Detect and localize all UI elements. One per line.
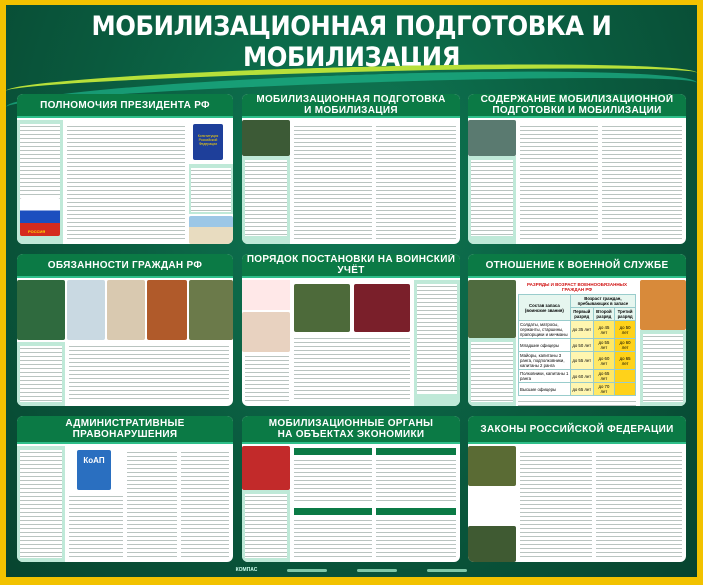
panel-mobilization-content xyxy=(468,94,686,244)
column-header: Третий разряд xyxy=(615,308,636,321)
saluting-soldier-image xyxy=(468,280,516,338)
heading-text: ЗАКОНЫ РОССИЙСКОЙ ФЕДЕРАЦИИ xyxy=(480,423,674,435)
age-cell: до 55 лет xyxy=(593,339,614,352)
heading-text: ПОРЯДОК ПОСТАНОВКИ НА ВОИНСКИЙ УЧЁТ xyxy=(246,254,456,276)
column-header: Второй разряд xyxy=(593,308,614,321)
soldiers-image xyxy=(242,120,290,156)
reserve-ranks-table xyxy=(518,282,636,406)
age-cell: до 60 лет xyxy=(593,352,614,370)
footer-brand: КОМПАС xyxy=(235,567,258,573)
koap-book-image xyxy=(77,450,111,490)
panel-economic-mobilization-bodies xyxy=(242,416,460,562)
table-row xyxy=(519,339,636,352)
table-row xyxy=(519,321,636,339)
kremlin-building-image xyxy=(189,216,233,244)
panel-heading xyxy=(468,254,686,278)
panel-mobilization-preparation xyxy=(242,94,460,244)
panel-heading xyxy=(242,254,460,278)
soldiers-image xyxy=(468,526,516,562)
poster-title: МОБИЛИЗАЦИОННАЯ ПОДГОТОВКА И МОБИЛИЗАЦИЯ xyxy=(91,11,612,73)
age-cell: до 45 лет xyxy=(593,321,614,339)
footer xyxy=(6,563,697,577)
column-header: Возраст граждан, пребывающих в запасе xyxy=(570,295,635,308)
marching-soldiers-image xyxy=(468,446,516,486)
age-cell: до 65 лет xyxy=(615,352,636,370)
table-row xyxy=(519,352,636,370)
rank-cell: Солдаты, матросы, сержанты, старшины, прапорщики и мичманы xyxy=(519,321,571,339)
column-header: Первый разряд xyxy=(570,308,593,321)
poster xyxy=(6,5,697,577)
panel-president-powers xyxy=(17,94,233,244)
age-cell xyxy=(615,383,636,396)
rank-cell: Майоры, капитаны 3 ранга, подполковники, капитаны 2 ранга xyxy=(519,352,571,370)
panel-heading xyxy=(242,416,460,444)
age-cell: до 60 лет xyxy=(570,370,593,383)
medical-exam-image xyxy=(67,280,105,340)
parade-image xyxy=(17,280,65,340)
table-row xyxy=(519,370,636,383)
panel-heading xyxy=(468,416,686,444)
passport-image xyxy=(354,284,410,332)
panel-heading xyxy=(17,94,233,118)
age-cell: до 60 лет xyxy=(615,339,636,352)
heading-text: И МОБИЛИЗАЦИЯ xyxy=(304,105,398,116)
panel-heading xyxy=(242,94,460,118)
russian-flag-image xyxy=(20,198,60,236)
heading-text: МОБИЛИЗАЦИОННАЯ ПОДГОТОВКА xyxy=(256,94,446,105)
medical-image xyxy=(242,312,290,352)
heading-text: СОДЕРЖАНИЕ МОБИЛИЗАЦИОННОЙ xyxy=(480,94,674,105)
panel-military-service-attitude xyxy=(468,254,686,406)
officer-image xyxy=(468,120,516,156)
documents-image xyxy=(107,280,145,340)
panel-heading xyxy=(17,416,233,444)
age-cell: до 70 лет xyxy=(593,383,614,396)
flag-caption: РОССИЯ xyxy=(28,229,46,234)
panel-heading xyxy=(17,254,233,278)
koap-cover-text: КоАП xyxy=(83,456,105,465)
age-cell: до 65 лет xyxy=(593,370,614,383)
table-title: РАЗРЯДЫ И ВОЗРАСТ ВОЕННООБЯЗАННЫХ ГРАЖДАН РФ xyxy=(527,282,627,292)
panel-citizen-duties xyxy=(17,254,233,406)
constitution-cover-text: Конституция Российской Федерации xyxy=(197,134,219,146)
heading-text: ОТНОШЕНИЕ К ВОЕННОЙ СЛУЖБЕ xyxy=(485,259,669,271)
officer-portrait-image xyxy=(294,284,350,332)
heading-text: ПОДГОТОВКИ И МОБИЛИЗАЦИИ xyxy=(492,105,662,116)
rank-cell: Полковники, капитаны 1 ранга xyxy=(520,371,569,381)
age-cell: до 35 лет xyxy=(570,321,593,339)
age-cell xyxy=(615,370,636,383)
age-cell: до 55 лет xyxy=(570,352,593,370)
table-row xyxy=(519,383,636,396)
heading-text: НА ОБЪЕКТАХ ЭКОНОМИКИ xyxy=(277,429,425,440)
panel-military-registration xyxy=(242,254,460,406)
age-cell: до 65 лет xyxy=(570,383,593,396)
heading-text: АДМИНИСТРАТИВНЫЕ ПРАВОНАРУШЕНИЯ xyxy=(65,418,185,440)
training-image xyxy=(189,280,233,340)
age-cell: до 50 лет xyxy=(570,339,593,352)
panel-rf-laws xyxy=(468,416,686,562)
age-cell: до 50 лет xyxy=(615,321,636,339)
column-header: Состав запаса (воинские звания) xyxy=(519,295,571,321)
house-image xyxy=(147,280,187,340)
rank-cell: Высшие офицеры xyxy=(519,383,571,396)
heading-text: ОБЯЗАННОСТИ ГРАЖДАН РФ xyxy=(47,259,203,271)
woman-portrait-image xyxy=(242,446,290,490)
panel-heading xyxy=(468,94,686,118)
medical-checkup-image xyxy=(640,280,686,330)
heading-text: МОБИЛИЗАЦИОННЫЕ ОРГАНЫ xyxy=(268,418,434,429)
constitution-book-image xyxy=(193,124,223,160)
panel-administrative-offenses xyxy=(17,416,233,562)
rank-cell: Младшие офицеры xyxy=(519,339,571,352)
heading-text: ПОЛНОМОЧИЯ ПРЕЗИДЕНТА РФ xyxy=(40,99,210,111)
